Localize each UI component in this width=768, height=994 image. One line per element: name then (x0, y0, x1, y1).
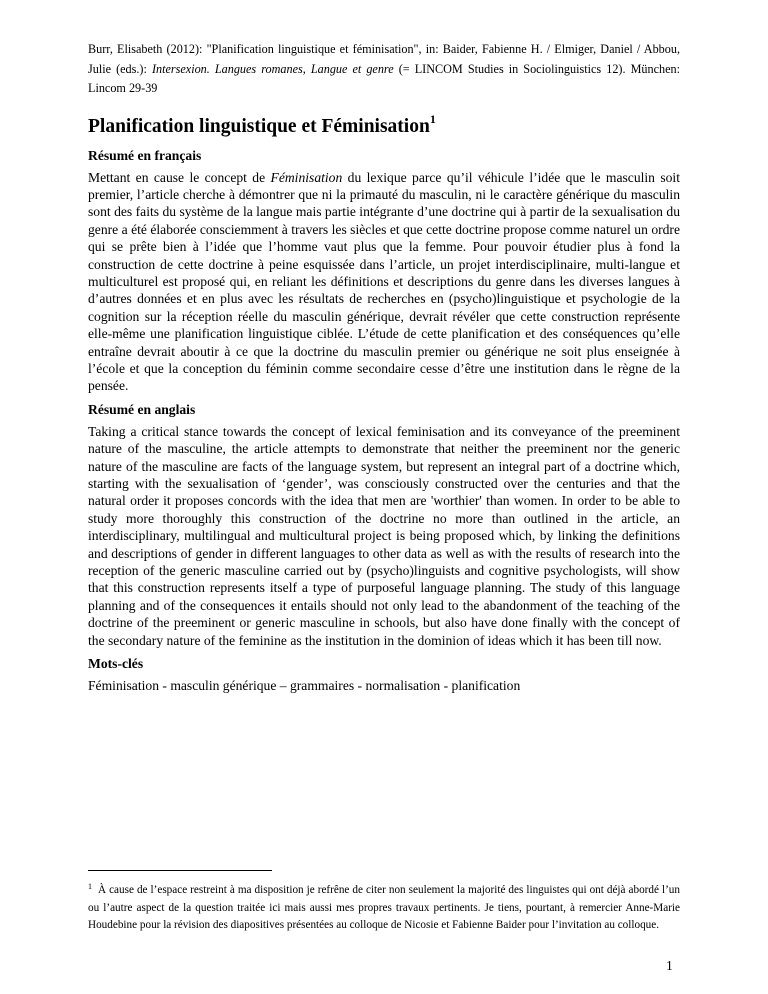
heading-resume-fr: Résumé en français (88, 147, 202, 163)
page-number: 1 (666, 958, 673, 973)
heading-keywords: Mots-clés (88, 656, 144, 672)
keywords-list: Féminisation - masculin générique – grammaires - normalisation - planification (88, 678, 521, 694)
footnote-reference: 1 (429, 111, 436, 126)
abstract-en: Taking a critical stance towards the concept of lexical feminisation and its conveyance of the preeminent nature of the masculine, the article attempts to demonstrate that neither the preeminent nor the generic nature of the masculine are facts of the language system, but represent an integral part of a doctrine which, starting with the sexualisation of ‘gender’, was consciously constructed over the centuries and that the natural order it proposes concords with the idea that men are 'worthier' than women. In order to be able to study more thoroughly this construction of the doctrine no more than outlined in the article, an interdisciplinary, multilingual and multicultural project is being proposed which, by linking the definitions and descriptions of gender in different languages to other data as well as with the results of research into the reception of the generic masculine carried out by (psycho)linguists and cognitive psychologists, will show that this construction represents itself a type of purposeful language planning. The study of this language planning and of the consequences it entails should not only lead to the abandonment of the teaching of the doctrine of the preeminent or generic masculine in schools, but also have done finally with the concept of the secondary nature of the feminine as the institution in the dominion of ideas which it has been till now. (88, 423, 680, 648)
abstract-fr (88, 169, 680, 395)
footnote-separator (88, 870, 272, 871)
footnote (88, 882, 680, 935)
citation (88, 40, 680, 99)
citation-authors: Burr, Elisabeth (2012): "Planification linguistique et féminisation", in: Baider, Fabienne H. / Elmiger, Daniel / Abbou, Julie (eds.): (88, 42, 680, 76)
article-title (88, 111, 680, 139)
citation-book-title: Intersexion. Langues romanes, Langue et genre (151, 61, 394, 76)
citation-series: (= LINCOM Studies in Sociolinguistics 12). München: Lincom 29-39 (88, 61, 680, 95)
document-page (88, 40, 680, 694)
abstract-fr-intro: Mettant en cause le concept de (88, 169, 271, 185)
heading-resume-en: Résumé en anglais (88, 401, 196, 417)
abstract-fr-term: Féminisation (270, 169, 343, 185)
footnote-mark: 1 (88, 882, 92, 891)
article-title-text: Planification linguistique et Féminisation (88, 115, 430, 137)
abstract-fr-rest: du lexique parce qu’il véhicule l’idée que le masculin soit premier, l’article cherche à démontrer que ni la primauté du masculin, ni le caractère générique du masculin sont des faits du système de la langue mais partie intégrante d’une doctrine qui à partir de la sexualisation du genre a été élaborée consciemment à travers les siècles et que cette doctrine propose comme naturel un ordre qui se prête bien à l’idée que l’homme vaut plus que la femme. Pour pouvoir étudier plus à fond la construction de cette doctrine à peine esquissée dans l’article, un projet interdisciplinaire, multi-langue et multiculturel est proposé qui, en reliant les définitions et descriptions du genre dans les diverses langues à d’autres données et en plus avec les résultats de recherches en (psycho)linguistique et psychologie de la cognition sur la réception réelle du masculin générique, devrait révéler que cette construction représente elle-même une planification linguistique ciblée. L’étude de cette planification et des conséquences qu’elle entraîne devrait aboutir à ce que la doctrine du masculin premier ou générique ne soit plus enseignée à l’école et que la conception du féminin comme secondaire cesse d’être une institution dans le règne de la pensée. (88, 169, 680, 394)
footnote-text: À cause de l’espace restreint à ma disposition je refrêne de citer non seulement la majorité des linguistes qui ont déjà abordé l’un ou l’autre aspect de la question traitée ici mais aussi mes propres travaux pertinents. Je tiens, pourtant, à remercier Anne-Marie Houdebine pour la révision des diapositives présentées au colloque de Nicosie et Fabienne Baider pour l’invitation au colloque. (88, 884, 680, 932)
